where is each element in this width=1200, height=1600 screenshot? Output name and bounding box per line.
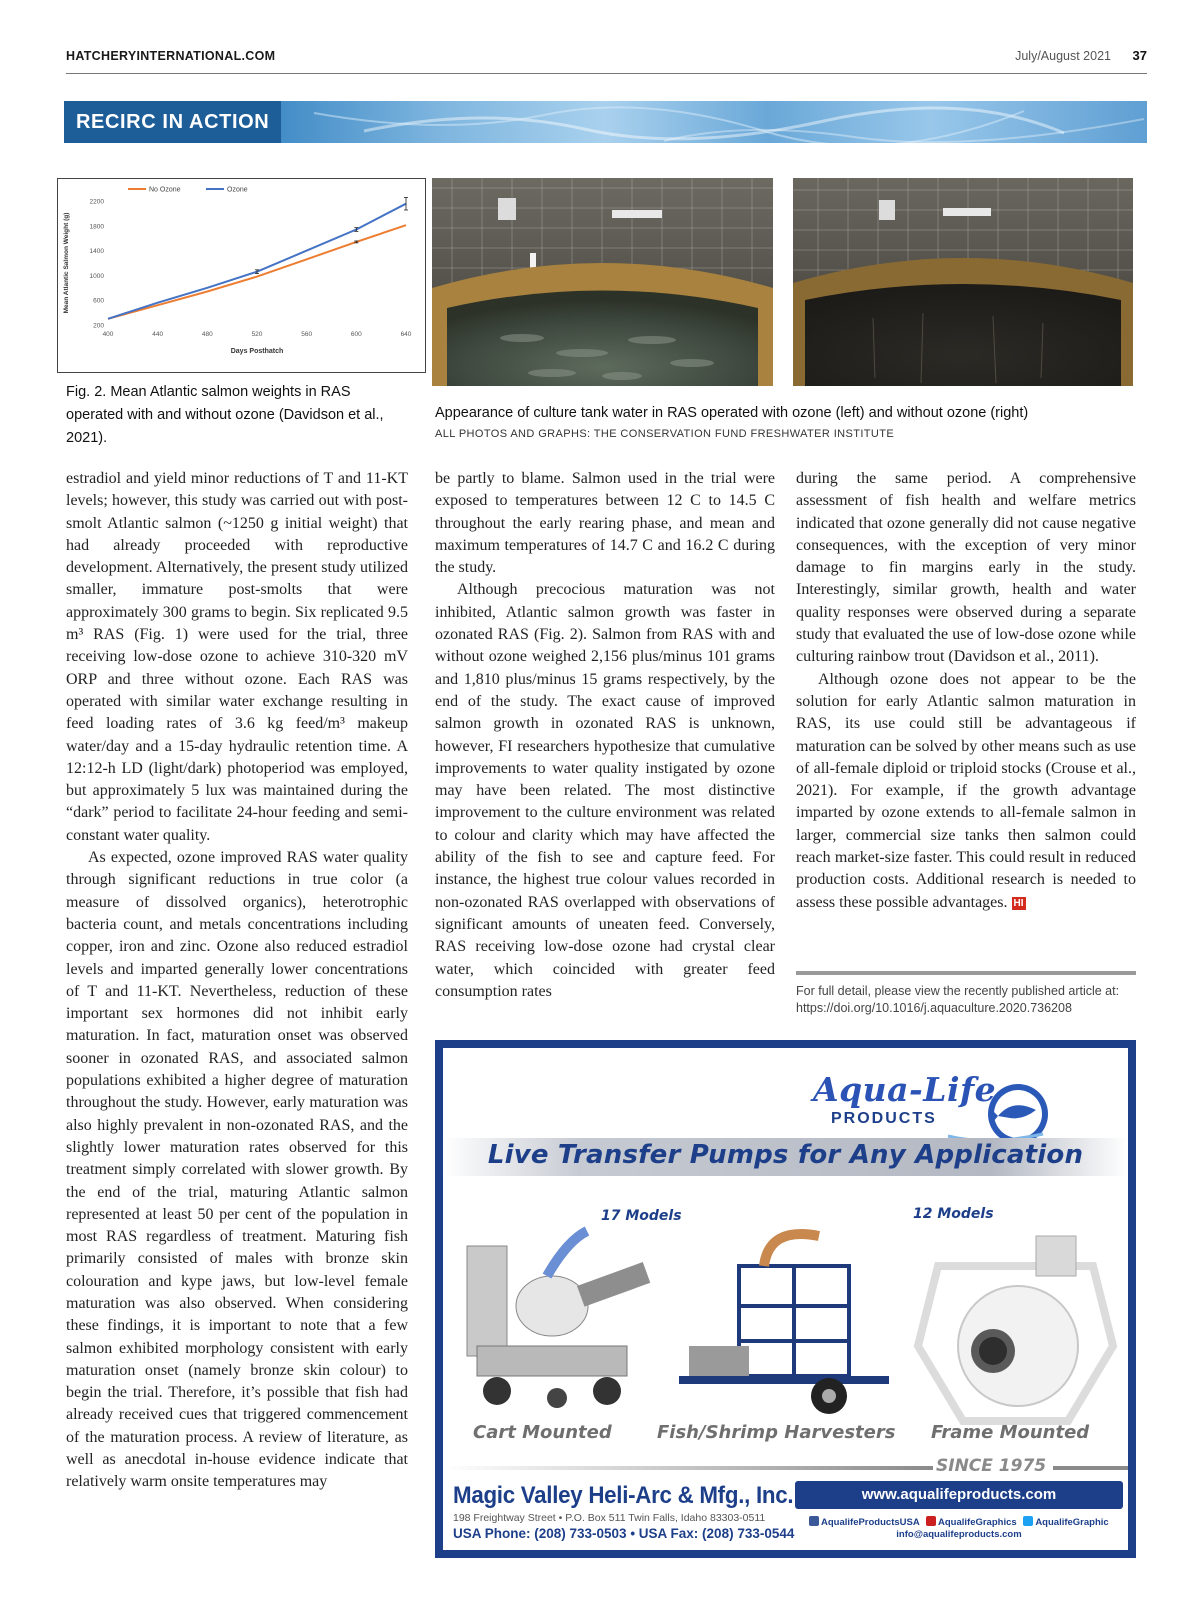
- facebook-icon: [809, 1516, 819, 1526]
- cart-pump-image: [457, 1226, 662, 1426]
- company-name: Magic Valley Heli-Arc & Mfg., Inc.: [453, 1482, 794, 1509]
- x-tick-label: 560: [301, 331, 313, 338]
- growth-chart-plot: [58, 179, 427, 374]
- email-link[interactable]: info@aqualifeproducts.com: [896, 1529, 1022, 1540]
- frame-pump-image: [908, 1226, 1123, 1426]
- running-header: [66, 46, 1147, 74]
- models-count-right: 12 Models: [913, 1206, 994, 1222]
- product-label-cart: Cart Mounted: [473, 1422, 612, 1443]
- y-tick-label: 200: [93, 322, 104, 330]
- paragraph: be partly to blame. Salmon used in the trial were exposed to temperatures between 12 C to 14.5 C throughout the early rearing phase, and mean and maximum temperatures of 14.7 C and 16.2 C during the study.: [435, 470, 775, 577]
- website-link[interactable]: www.aqualifeproducts.com: [795, 1481, 1123, 1509]
- social-links: [805, 1516, 1125, 1528]
- end-mark-badge: HI: [1013, 897, 1024, 909]
- ad-divider: [443, 1466, 933, 1470]
- article-column-1: [66, 468, 408, 1494]
- since-year: SINCE 1975: [936, 1456, 1047, 1476]
- chart-caption: Fig. 2. Mean Atlantic salmon weights in RAS operated with and without ozone (Davidson et al., 2021).: [66, 384, 384, 446]
- reference-note: For full detail, please view the recently published article at: https://doi.org/10.1016/j.aquaculture.2020.736208: [796, 984, 1120, 1015]
- photo-caption: Appearance of culture tank water in RAS operated with ozone (left) and without ozone (right): [435, 405, 1029, 421]
- x-tick-label: 640: [400, 331, 412, 338]
- social-youtube-link[interactable]: AqualifeGraphics: [938, 1517, 1017, 1528]
- paragraph: Although precocious maturation was not inhibited, Atlantic salmon growth was faster in ozonated RAS (Fig. 2). Salmon from RAS with and without ozone weighed 2,156 plus/minus 101 grams and 1,810 plus/minus 15 grams respectively, by the end of the study. The exact cause of improved salmon growth in ozonated RAS is unknown, however, FI researchers hypothesize that cumulative improvements to water quality instigated by ozone may have been related. The most distinctive improvement to the culture environment was related to colour and clarity which may have affected the ability of the fish to see and capture feed. For instance, the highest true colour values recorded in non-ozonated RAS overlapped with observations of significant amounts of uneaten feed. Conversely, RAS receiving low-dose ozone had crystal clear water, which coincided with greater feed consumption rates: [435, 581, 775, 1000]
- section-title: RECIRC IN ACTION: [64, 101, 281, 143]
- legend-label: Ozone: [227, 186, 248, 194]
- twitter-icon: [1023, 1516, 1033, 1526]
- article-column-3: [796, 468, 1136, 914]
- x-axis-label: Days Posthatch: [230, 348, 284, 355]
- paragraph: As expected, ozone improved RAS water quality through significant reductions in true color (a measure of dissolved organics), heterotrophic bacteria count, and metals concentrations including copper, iron and zinc. Ozone also reduced estradiol levels and imparted generally lower concentrations of T and 11-KT. Nevertheless, reduction of these important sex hormones did not inhibit early maturation. In fact, maturation onset was observed sooner in ozonated RAS, and associated salmon populations exhibited a higher degree of maturation throughout the study. However, early maturation was also highly prevalent in non-ozonated RAS, and the slightly lower maturation rates observed for this treatment simply correlated with slower growth. By the end of the trial, maturing Atlantic salmon represented at least 50 per cent of the population in most RAS regardless of treatment. Maturing fish primarily consisted of males with bronze skin colouration and kype jaws, but low-level female maturation was also observed. When considering these findings, it is important to note that a few salmon exhibited morphology consistent with early maturation onset (namely bronze skin colour) to begin the trial. Therefore, it’s possible that fish had already received cues that triggered commencement of the maturation process. A review of literature, as well as anecdotal in-house evidence indicate that relatively warm onsite temperatures may: [66, 849, 408, 1491]
- y-tick-label: 1800: [89, 223, 104, 231]
- issue-date: July/August 2021: [1015, 49, 1111, 63]
- ad-headline: Live Transfer Pumps for Any Application: [487, 1140, 1084, 1170]
- company-phone: USA Phone: (208) 733-0503 • USA Fax: (208) 733-0544: [453, 1526, 795, 1541]
- y-tick-label: 600: [93, 297, 104, 305]
- x-tick-label: 440: [152, 331, 164, 338]
- paragraph: during the same period. A comprehensive assessment of fish health and welfare metrics indicated that ozone generally did not cause negative consequences, with the exception of very minor damage to fin margins early in the study. Interestingly, similar growth, health and water quality responses were observed during a separate study that evaluated the use of low-dose ozone while culturing rainbow trout (Davidson et al., 2011).: [796, 470, 1136, 666]
- x-tick-label: 520: [251, 331, 263, 338]
- photo-tank-ozone: [432, 178, 773, 386]
- photo-tank-no-ozone: [793, 178, 1133, 386]
- advertisement[interactable]: [435, 1040, 1136, 1558]
- company-address: 198 Freightway Street • P.O. Box 511 Twin Falls, Idaho 83303-0511: [453, 1512, 766, 1524]
- ad-brand-name: Aqua-Life: [813, 1070, 997, 1109]
- growth-chart: [57, 178, 426, 373]
- product-label-harvester: Fish/Shrimp Harvesters: [657, 1422, 896, 1443]
- photo-credit: ALL PHOTOS AND GRAPHS: THE CONSERVATION FUND FRESHWATER INSTITUTE: [435, 428, 895, 440]
- ad-brand-sub: PRODUCTS: [831, 1110, 937, 1127]
- page-number: 37: [1132, 48, 1147, 63]
- paragraph-text: Although ozone does not appear to be the solution for early Atlantic salmon maturation in RAS, its use could still be advantageous if maturation can be solved by other means such as use of all-female diploid or triploid stocks (Crouse et al., 2021). For example, if the growth advantage imparted by ozone extends to all-female salmon in larger, commercial size tanks then salmon could reach market-size faster. This could result in reduced production costs. Additional research is needed to assess these possible advantages.: [796, 670, 1136, 911]
- paragraph: estradiol and yield minor reductions of T and 11-KT levels; however, this study was carried out with post-smolt Atlantic salmon (~1250 g initial weight) that had already proceeded with reproductive development. Alternatively, the present study utilized smaller, immature post-smolts that were approximately 300 grams to begin. Six replicated 9.5 m³ RAS (Fig. 1) were used for the trial, three receiving low-dose ozone to achieve 310-320 mV ORP and three without ozone. Each RAS was operated with similar water exchange resulting in feed loading rates of 3.6 kg feed/m³ makeup water/day and a 15-day hydraulic retention time. A 12:12-h LD (light/dark) photoperiod was employed, but approximately 5 lux was maintained during the “dark” period to facilitate 24-hour feeding and semi-constant water quality.: [66, 470, 408, 844]
- models-count-left: 17 Models: [601, 1208, 682, 1224]
- site-name: HATCHERYINTERNATIONAL.COM: [66, 49, 276, 63]
- y-axis-label: Mean Atlantic Salmon Weight (g): [63, 212, 70, 314]
- social-facebook-link[interactable]: AqualifeProductsUSA: [821, 1517, 920, 1528]
- y-tick-label: 2200: [89, 198, 104, 206]
- section-banner: [64, 101, 1147, 143]
- harvester-trailer-image: [669, 1226, 899, 1426]
- x-tick-label: 400: [102, 331, 114, 338]
- paragraph: [796, 669, 1136, 914]
- y-tick-label: 1000: [89, 272, 104, 280]
- legend-label: No Ozone: [149, 186, 181, 194]
- product-label-frame: Frame Mounted: [931, 1422, 1090, 1443]
- y-tick-label: 1400: [89, 248, 104, 256]
- ad-panel: [443, 1048, 1128, 1550]
- x-tick-label: 480: [201, 331, 213, 338]
- x-tick-label: 600: [350, 331, 362, 338]
- article-column-2: [435, 468, 775, 1003]
- social-twitter-link[interactable]: AqualifeGraphic: [1035, 1517, 1109, 1528]
- series-line: [108, 204, 406, 319]
- ad-divider: [1053, 1466, 1128, 1470]
- youtube-icon: [926, 1516, 936, 1526]
- note-divider: [796, 971, 1136, 975]
